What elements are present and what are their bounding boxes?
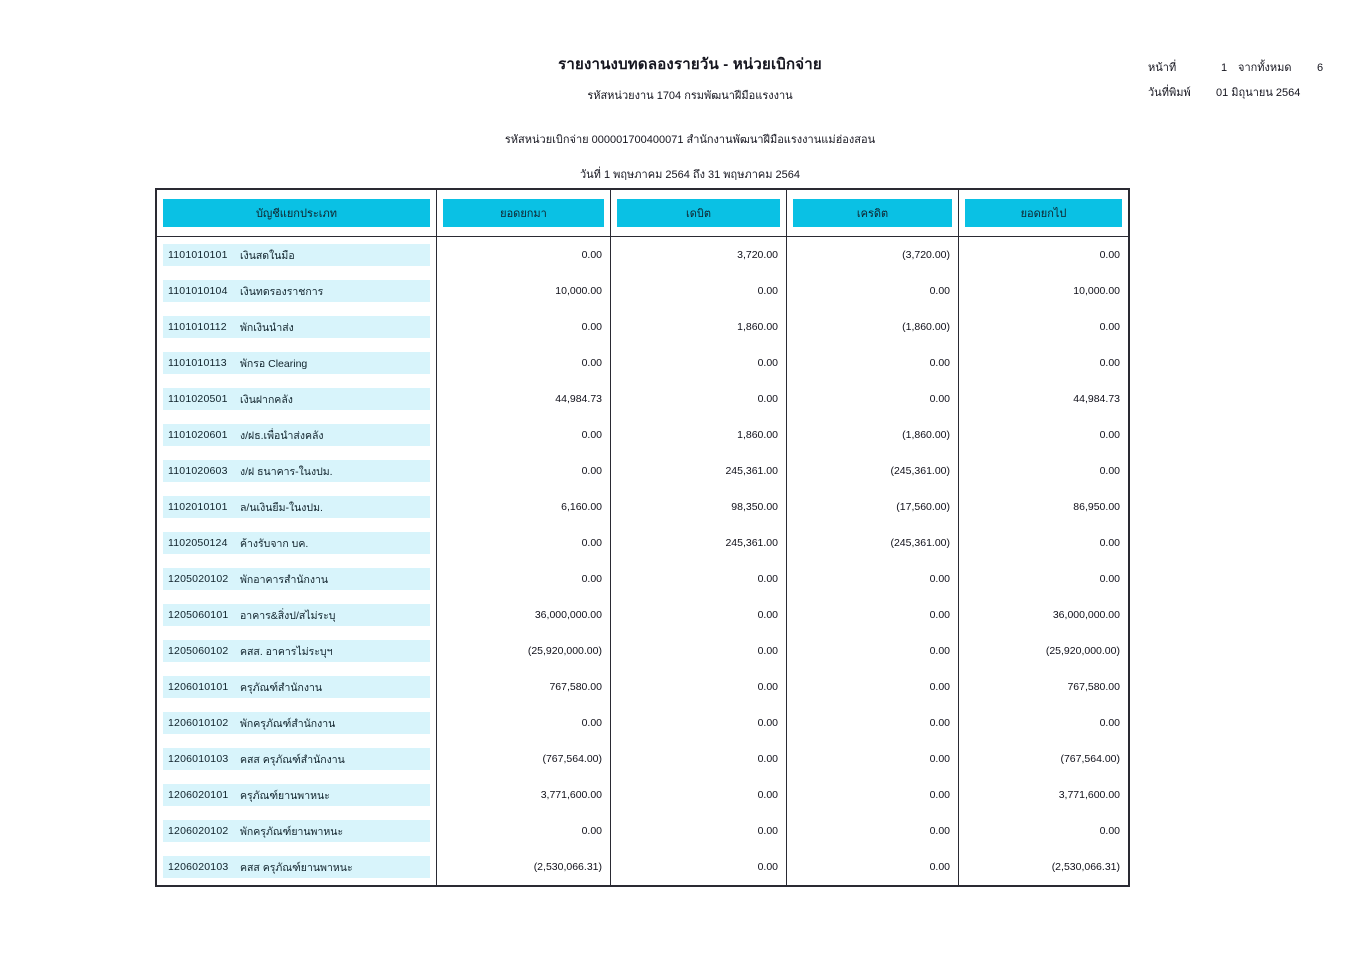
carry-forward-cell: 0.00 [437, 525, 611, 561]
debit-cell: 0.00 [611, 561, 787, 597]
account-band [163, 640, 430, 662]
table-row [157, 525, 1128, 561]
debit-cell: 0.00 [611, 849, 787, 885]
print-date-label: วันที่พิมพ์ [1148, 87, 1191, 99]
account-code: 1101020601 [168, 429, 228, 441]
report-period-line: วันที่ 1 พฤษภาคม 2564 ถึง 31 พฤษภาคม 2564 [579, 169, 801, 181]
carry-forward-cell: 0.00 [437, 453, 611, 489]
debit-cell: 0.00 [611, 273, 787, 309]
agency-code-line: รหัสหน่วยงาน 1704 กรมพัฒนาฝีมือแรงงาน [587, 90, 793, 102]
table-row [157, 345, 1128, 381]
account-band [163, 496, 430, 518]
header-band-debit: เดบิต [617, 199, 780, 227]
account-name: ง/ฝ ธนาคาร-ในงปม. [240, 465, 333, 478]
carry-forward-cell: 10,000.00 [437, 273, 611, 309]
account-name: พักอาคารสำนักงาน [240, 573, 329, 586]
account-code: 1205060102 [168, 645, 229, 657]
carry-forward-cell: (767,564.00) [437, 741, 611, 777]
balance-cell: 44,984.73 [1073, 393, 1120, 405]
header-band-account: บัญชีแยกประเภท [163, 199, 430, 227]
header-cell-carry-forward [437, 190, 611, 236]
balance-cell: 36,000,000.00 [1052, 609, 1120, 621]
account-cell [157, 561, 437, 597]
account-code: 1101010112 [168, 321, 227, 333]
credit-cell: 0.00 [787, 561, 959, 597]
header-band-balance: ยอดยกไป [965, 199, 1122, 227]
account-band [163, 604, 430, 626]
account-name: อาคาร&สิ่งป/สไม่ระบุ [240, 609, 336, 622]
carry-forward-cell: (2,530,066.31) [437, 849, 611, 885]
debit-cell: 1,860.00 [611, 309, 787, 345]
table-row [157, 669, 1128, 705]
total-pages-label: จากทั้งหมด [1238, 62, 1292, 74]
account-band [163, 712, 430, 734]
total-pages: 6 [1316, 62, 1324, 74]
carry-forward-cell: 0.00 [437, 705, 611, 741]
credit-cell: (1,860.00) [787, 309, 959, 345]
carry-forward-cell: 0.00 [437, 345, 611, 381]
account-cell [157, 237, 437, 273]
balance-cell: 0.00 [1099, 573, 1120, 585]
report-title: รายงานงบทดลองรายวัน - หน่วยเบิกจ่าย [558, 56, 822, 73]
account-name: พักครุภัณฑ์สำนักงาน [240, 717, 336, 730]
account-code: 1206010101 [168, 681, 229, 693]
table-row [157, 777, 1128, 813]
table-row [157, 273, 1128, 309]
carry-forward-cell: 0.00 [437, 237, 611, 273]
carry-forward-cell: 44,984.73 [437, 381, 611, 417]
credit-cell: 0.00 [787, 381, 959, 417]
debit-cell: 0.00 [611, 597, 787, 633]
account-band [163, 388, 430, 410]
table-body [157, 237, 1128, 885]
carry-forward-cell: 36,000,000.00 [437, 597, 611, 633]
balance-cell: 3,771,600.00 [1058, 789, 1120, 801]
balance-cell: 0.00 [1099, 537, 1120, 549]
page-label: หน้าที่ [1148, 62, 1177, 74]
account-name: ครุภัณฑ์สำนักงาน [240, 681, 323, 694]
account-cell [157, 633, 437, 669]
debit-cell: 0.00 [611, 705, 787, 741]
account-cell [157, 417, 437, 453]
debit-cell: 98,350.00 [611, 489, 787, 525]
credit-cell: 0.00 [787, 273, 959, 309]
account-code: 1101010101 [168, 249, 228, 261]
print-date-row [1148, 83, 1348, 101]
table-row [157, 561, 1128, 597]
balance-cell: (25,920,000.00) [1045, 645, 1120, 657]
debit-cell: 0.00 [611, 777, 787, 813]
account-name: คสส. อาคารไม่ระบุฯ [240, 645, 333, 658]
debit-cell: 0.00 [611, 813, 787, 849]
account-code: 1206010102 [168, 717, 229, 729]
account-cell [157, 741, 437, 777]
account-name: เงินทดรองราชการ [240, 285, 324, 298]
header-cell-credit [787, 190, 959, 236]
account-band [163, 280, 430, 302]
account-code: 1102010101 [168, 501, 228, 513]
account-cell [157, 273, 437, 309]
balance-cell: 0.00 [1099, 465, 1120, 477]
debit-cell: 0.00 [611, 669, 787, 705]
credit-cell: 0.00 [787, 741, 959, 777]
table-row [157, 381, 1128, 417]
account-cell [157, 345, 437, 381]
account-band [163, 676, 430, 698]
balance-cell: (767,564.00) [1060, 753, 1120, 765]
account-code: 1206010103 [168, 753, 229, 765]
debit-cell: 0.00 [611, 381, 787, 417]
account-code: 1206020101 [168, 789, 229, 801]
account-cell [157, 813, 437, 849]
table-row [157, 633, 1128, 669]
credit-cell: 0.00 [787, 633, 959, 669]
carry-forward-cell: (25,920,000.00) [437, 633, 611, 669]
credit-cell: 0.00 [787, 669, 959, 705]
account-cell [157, 525, 437, 561]
account-band [163, 316, 430, 338]
credit-cell: 0.00 [787, 777, 959, 813]
table-row [157, 453, 1128, 489]
balance-cell: 0.00 [1099, 825, 1120, 837]
account-code: 1102050124 [168, 537, 228, 549]
debit-cell: 245,361.00 [611, 525, 787, 561]
table-row [157, 813, 1128, 849]
print-date: 01 มิถุนายน 2564 [1216, 87, 1301, 99]
account-name: เงินฝากคลัง [240, 393, 293, 406]
account-cell [157, 669, 437, 705]
credit-cell: (245,361.00) [787, 525, 959, 561]
account-cell [157, 381, 437, 417]
balance-cell: 0.00 [1099, 357, 1120, 369]
credit-cell: (245,361.00) [787, 453, 959, 489]
account-name: พักครุภัณฑ์ยานพาหนะ [240, 825, 344, 838]
carry-forward-cell: 767,580.00 [437, 669, 611, 705]
credit-cell: (3,720.00) [787, 237, 959, 273]
balance-cell: 767,580.00 [1067, 681, 1120, 693]
account-cell [157, 597, 437, 633]
table-row [157, 309, 1128, 345]
balance-cell: 10,000.00 [1073, 285, 1120, 297]
credit-cell: (1,860.00) [787, 417, 959, 453]
account-code: 1101010104 [168, 285, 228, 297]
table-row [157, 417, 1128, 453]
account-name: ครุภัณฑ์ยานพาหนะ [240, 789, 330, 802]
credit-cell: 0.00 [787, 705, 959, 741]
account-band [163, 244, 430, 266]
debit-cell: 1,860.00 [611, 417, 787, 453]
carry-forward-cell: 3,771,600.00 [437, 777, 611, 813]
account-band [163, 352, 430, 374]
account-band [163, 460, 430, 482]
report-header [140, 52, 1240, 183]
credit-cell: 0.00 [787, 597, 959, 633]
account-name: ง/ฝธ.เพื่อนำส่งคลัง [240, 429, 324, 442]
debit-cell: 0.00 [611, 633, 787, 669]
header-cell-debit [611, 190, 787, 236]
header-band-carry-forward: ยอดยกมา [443, 199, 604, 227]
account-band [163, 784, 430, 806]
account-code: 1205020102 [168, 573, 229, 585]
account-cell [157, 849, 437, 885]
balance-cell: (2,530,066.31) [1051, 861, 1120, 873]
account-name: คสส ครุภัณฑ์สำนักงาน [240, 753, 345, 766]
balance-cell: 86,950.00 [1073, 501, 1120, 513]
account-code: 1205060101 [168, 609, 229, 621]
account-band [163, 856, 430, 878]
account-name: ล/นเงินยืม-ในงปม. [240, 501, 323, 514]
account-code: 1206020103 [168, 861, 229, 873]
table-row [157, 237, 1128, 273]
account-cell [157, 777, 437, 813]
balance-cell: 0.00 [1099, 321, 1120, 333]
account-cell [157, 705, 437, 741]
debit-cell: 0.00 [611, 345, 787, 381]
disbursement-unit-line: รหัสหน่วยเบิกจ่าย 000001700400071 สำนักงานพัฒนาฝีมือแรงงานแม่ฮ่องสอน [504, 134, 876, 146]
account-code: 1101020603 [168, 465, 228, 477]
account-cell [157, 489, 437, 525]
page-info [1148, 58, 1348, 108]
account-code: 1206020102 [168, 825, 229, 837]
credit-cell: 0.00 [787, 849, 959, 885]
carry-forward-cell: 6,160.00 [437, 489, 611, 525]
account-name: พักรอ Clearing [240, 357, 308, 370]
account-name: ค้างรับจาก บค. [240, 537, 309, 550]
table-header-row [157, 190, 1128, 237]
account-band [163, 748, 430, 770]
table-row [157, 489, 1128, 525]
debit-cell: 0.00 [611, 741, 787, 777]
header-cell-balance [959, 190, 1128, 236]
carry-forward-cell: 0.00 [437, 417, 611, 453]
table-row [157, 705, 1128, 741]
account-name: เงินสดในมือ [240, 249, 295, 262]
credit-cell: 0.00 [787, 345, 959, 381]
account-band [163, 532, 430, 554]
account-band [163, 820, 430, 842]
account-name: พักเงินนำส่ง [240, 321, 294, 334]
account-cell [157, 453, 437, 489]
debit-cell: 245,361.00 [611, 453, 787, 489]
account-cell [157, 309, 437, 345]
account-code: 1101020501 [168, 393, 228, 405]
page-number: 1 [1220, 62, 1228, 74]
debit-cell: 3,720.00 [611, 237, 787, 273]
table-row [157, 597, 1128, 633]
account-band [163, 568, 430, 590]
header-cell-account [157, 190, 437, 236]
balance-cell: 0.00 [1099, 429, 1120, 441]
table-row [157, 741, 1128, 777]
balance-cell: 0.00 [1099, 717, 1120, 729]
header-band-credit: เครดิต [793, 199, 952, 227]
carry-forward-cell: 0.00 [437, 309, 611, 345]
balance-cell: 0.00 [1099, 249, 1120, 261]
account-code: 1101010113 [168, 357, 227, 369]
credit-cell: (17,560.00) [787, 489, 959, 525]
carry-forward-cell: 0.00 [437, 561, 611, 597]
carry-forward-cell: 0.00 [437, 813, 611, 849]
credit-cell: 0.00 [787, 813, 959, 849]
trial-balance-table [155, 188, 1130, 887]
account-band [163, 424, 430, 446]
table-row [157, 849, 1128, 885]
account-name: คสส ครุภัณฑ์ยานพาหนะ [240, 861, 353, 874]
page-number-row [1148, 58, 1348, 76]
